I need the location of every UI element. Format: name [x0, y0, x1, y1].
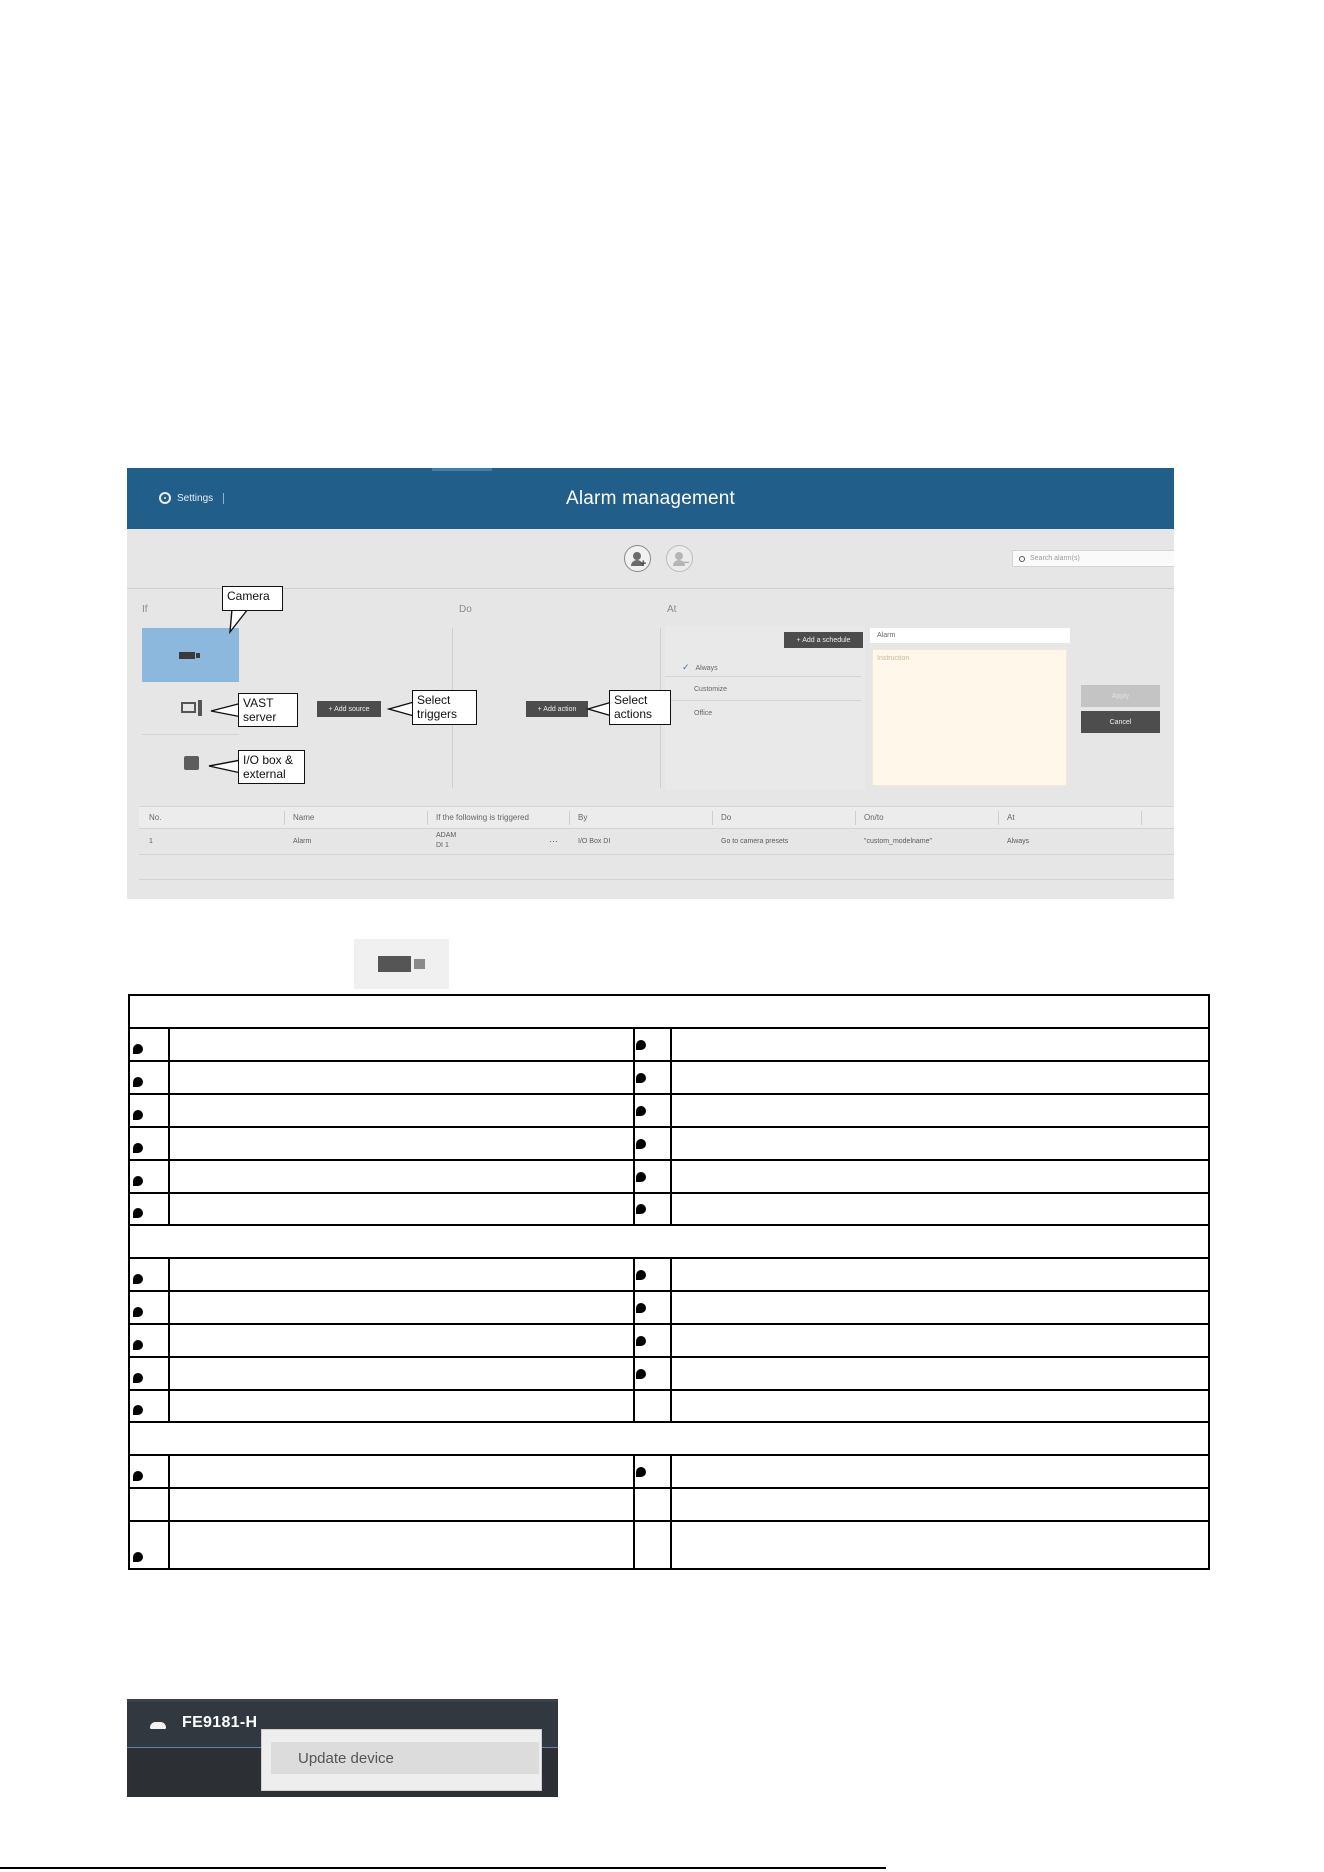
bullet-icon: [133, 1373, 143, 1383]
bullet-icon: [133, 1340, 143, 1350]
table-rule: [130, 1126, 1208, 1128]
bullet-icon: [636, 1040, 646, 1050]
camera-callout: Camera: [222, 586, 283, 611]
camera-callout-pointer: [230, 609, 248, 632]
triggers-callout-pointer: [389, 702, 414, 716]
add-schedule-button[interactable]: + Add a schedule: [784, 632, 863, 648]
camera-icon-image: [354, 939, 449, 989]
top-border: [127, 1699, 558, 1702]
settings-label: Settings: [177, 492, 214, 504]
table-rule: [130, 1421, 1208, 1423]
bullet-icon: [133, 1143, 143, 1153]
camera-icon: [378, 956, 411, 972]
table-rule: [130, 1224, 1208, 1226]
table-column-rule: [633, 1027, 635, 1224]
grid-header-do[interactable]: Do: [721, 813, 732, 822]
table-column-rule: [633, 1257, 635, 1421]
apply-button[interactable]: Apply: [1081, 685, 1160, 707]
bullet-icon: [636, 1204, 646, 1214]
bullet-icon: [636, 1369, 646, 1379]
at-column-label: At: [667, 604, 677, 615]
schedule-item-customize[interactable]: Customize: [694, 686, 728, 693]
table-rule: [130, 1487, 1208, 1489]
grid-header-name[interactable]: Name: [293, 813, 315, 822]
minus-icon: −: [683, 557, 690, 569]
cell-do: Go to camera presets: [721, 838, 789, 845]
bullet-icon: [636, 1467, 646, 1477]
bullet-icon: [133, 1044, 143, 1054]
instruction-field[interactable]: Instruction: [872, 649, 1067, 786]
bullet-icon: [133, 1405, 143, 1415]
bullet-icon: [133, 1176, 143, 1186]
schedule-label: Always: [695, 665, 718, 672]
cell-at: Always: [1007, 838, 1030, 845]
bullet-icon: [636, 1073, 646, 1083]
cancel-button[interactable]: Cancel: [1081, 711, 1160, 733]
plus-icon: +: [640, 558, 647, 570]
cell-by: I/O Box DI: [578, 838, 611, 845]
bullet-icon: [636, 1336, 646, 1346]
table-column-rule: [168, 1027, 170, 1224]
table-rule: [130, 1356, 1208, 1358]
if-column-label: If: [142, 604, 148, 615]
device-context-menu-screenshot: [127, 1699, 558, 1797]
dome-camera-icon: [150, 1722, 166, 1729]
do-column-label: Do: [459, 604, 472, 615]
add-action-button[interactable]: + Add action: [526, 701, 588, 717]
table-rule: [130, 1060, 1208, 1062]
camera-icon-lens: [414, 959, 425, 969]
bullet-icon: [636, 1139, 646, 1149]
cell-name: Alarm: [293, 838, 312, 845]
page-title: Alarm management: [566, 488, 735, 509]
feature-table: [128, 994, 1210, 1570]
grid-header-by[interactable]: By: [578, 813, 588, 822]
cell-on-to: "custom_modelname": [864, 838, 933, 845]
bullet-icon: [133, 1208, 143, 1218]
footer-rule: [0, 1867, 886, 1869]
select-actions-callout: Select actions: [609, 690, 671, 725]
bullet-icon: [636, 1172, 646, 1182]
table-rule: [130, 1093, 1208, 1095]
grid-header-at[interactable]: At: [1007, 813, 1015, 822]
bullet-icon: [636, 1303, 646, 1313]
search-placeholder: Search alarm(s): [1030, 555, 1080, 562]
add-source-button[interactable]: + Add source: [317, 701, 381, 717]
vast-server-callout: VAST server: [238, 693, 298, 727]
table-rule: [130, 1027, 1208, 1029]
table-column-rule: [670, 1027, 672, 1224]
cell-no: 1: [149, 838, 153, 845]
table-rule: [130, 1159, 1208, 1161]
grid-header-trigger[interactable]: If the following is triggered: [436, 813, 529, 822]
grid-header-on-to[interactable]: On/to: [864, 813, 884, 822]
bullet-icon: [133, 1552, 143, 1562]
table-column-rule: [670, 1454, 672, 1568]
table-column-rule: [168, 1454, 170, 1568]
bullet-icon: [636, 1106, 646, 1116]
grid-header-no[interactable]: No.: [149, 813, 162, 822]
table-column-rule: [168, 1257, 170, 1421]
table-rule: [130, 1257, 1208, 1259]
cell-trigger-line1: ADAM: [436, 832, 457, 839]
table-rule: [130, 1454, 1208, 1456]
cell-trigger-line2: DI 1: [436, 842, 449, 849]
io-callout-pointer: [209, 760, 241, 773]
update-device-menu-item[interactable]: Update device: [271, 1742, 539, 1774]
bullet-icon: [133, 1110, 143, 1120]
bullet-icon: [133, 1471, 143, 1481]
device-name: FE9181-H: [182, 1714, 258, 1731]
table-column-rule: [633, 1454, 635, 1568]
table-rule: [130, 1323, 1208, 1325]
select-triggers-callout: Select triggers: [412, 690, 477, 725]
bullet-icon: [133, 1077, 143, 1087]
table-column-rule: [670, 1257, 672, 1421]
schedule-item-office[interactable]: Office: [694, 710, 713, 717]
table-rule: [130, 1520, 1208, 1522]
alarm-name-field[interactable]: Alarm: [870, 628, 1070, 643]
bullet-icon: [133, 1274, 143, 1284]
table-rule: [130, 1192, 1208, 1194]
bullet-icon: [636, 1270, 646, 1280]
table-rule: [130, 1389, 1208, 1391]
io-box-callout: I/O box & external: [238, 750, 305, 784]
table-rule: [130, 1290, 1208, 1292]
bullet-icon: [133, 1307, 143, 1317]
check-icon: ✓: [682, 662, 690, 672]
more-icon[interactable]: ···: [549, 836, 558, 846]
